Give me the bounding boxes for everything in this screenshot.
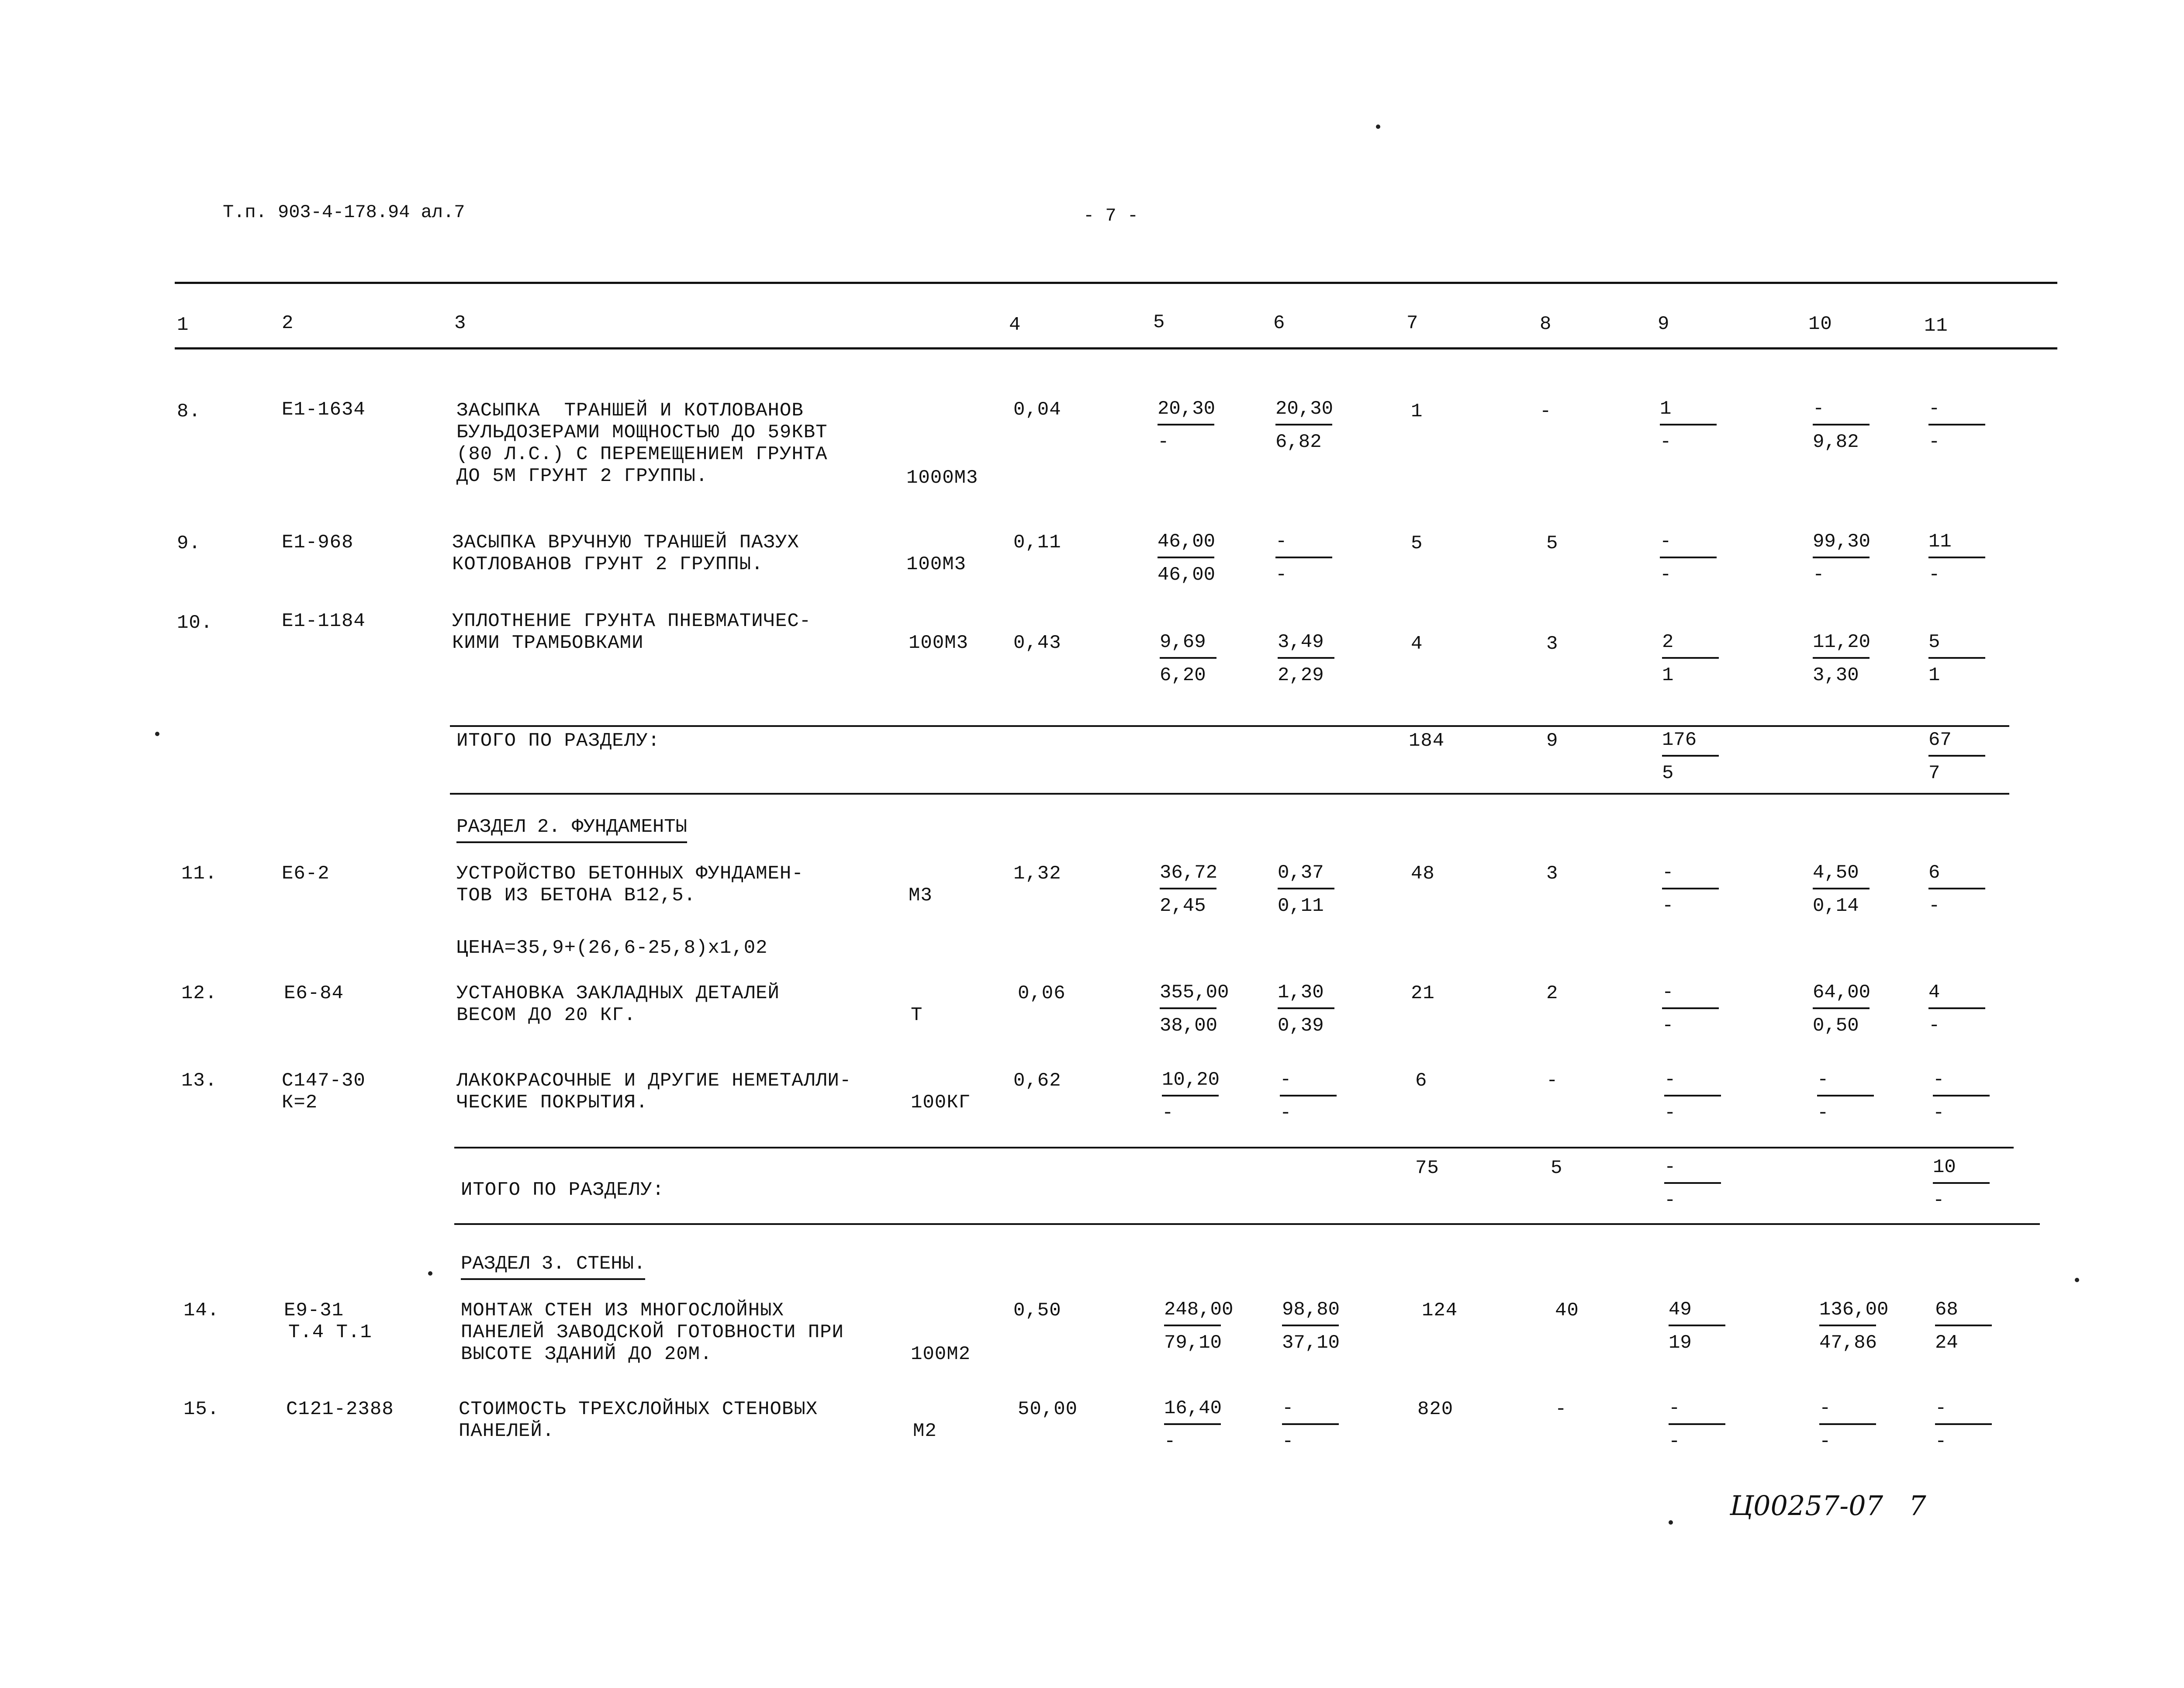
document-reference: Т.п. 903-4-178.94 ал.7 — [223, 202, 465, 223]
section-title: РАЗДЕЛ 2. ФУНДАМЕНТЫ — [456, 816, 687, 843]
total-top-rule — [454, 1147, 2014, 1148]
cell-fraction: 248,00 79,10 — [1164, 1299, 1234, 1354]
cell-value: - — [1540, 401, 1552, 422]
cell-fraction: - - — [1664, 1157, 1738, 1211]
cell-fraction: 11 - — [1928, 531, 2003, 585]
column-header: 7 — [1406, 312, 1419, 334]
row-desc-line: ЛАКОКРАСОЧНЫЕ И ДРУГИЕ НЕМЕТАЛЛИ- — [456, 1070, 852, 1092]
cell-fraction: - - — [1662, 862, 1736, 917]
cell-fraction: - - — [1928, 398, 2003, 453]
row-desc-line: ЗАСЫПКА ВРУЧНУЮ ТРАНШЕЙ ПАЗУХ — [452, 532, 799, 553]
row-desc-line: БУЛЬДОЗЕРАМИ МОЩНОСТЬЮ ДО 59КВТ — [456, 422, 828, 443]
archive-number-signature: Ц00257-07 7 — [1730, 1490, 1926, 1522]
cell-fraction: 5 1 — [1928, 632, 2003, 686]
row-desc-line: СТОИМОСТЬ ТРЕХСЛОЙНЫХ СТЕНОВЫХ — [459, 1398, 818, 1420]
cell-value: 48 — [1411, 863, 1435, 885]
row-desc-line: ПАНЕЛЕЙ. — [459, 1420, 555, 1442]
row-desc-line: ЗАСЫПКА ТРАНШЕЙ И КОТЛОВАНОВ — [456, 400, 804, 422]
total-label: ИТОГО ПО РАЗДЕЛУ: — [456, 730, 660, 752]
row-code: Е6-84 — [284, 982, 344, 1004]
cell-fraction: 4 - — [1928, 982, 2003, 1036]
cell-fraction: 36,72 2,45 — [1160, 862, 1218, 917]
cell-fraction: 176 5 — [1662, 730, 1736, 784]
total-bottom-rule — [454, 1223, 2040, 1225]
cell-value: 124 — [1422, 1300, 1458, 1321]
row-number: 9. — [177, 533, 201, 554]
row-desc-line: МОНТАЖ СТЕН ИЗ МНОГОСЛОЙНЫХ — [461, 1300, 784, 1321]
row-desc-line: ВЫСОТЕ ЗДАНИЙ ДО 20М. — [461, 1343, 712, 1365]
cell-fraction: 1,30 0,39 — [1278, 982, 1352, 1036]
cell-value: 6 — [1415, 1070, 1427, 1092]
cell-fraction: 11,20 3,30 — [1813, 631, 1871, 686]
cell-fraction: - 9,82 — [1813, 398, 1887, 453]
table-top-rule — [175, 282, 2057, 284]
row-code-extra: К=2 — [282, 1092, 318, 1114]
column-header: 3 — [454, 312, 467, 334]
row-number: 11. — [181, 863, 218, 885]
row-desc-line: ВЕСОМ ДО 20 КГ. — [456, 1004, 636, 1026]
column-header: 6 — [1273, 312, 1286, 334]
cell-fraction: - - — [1280, 1069, 1354, 1124]
scan-speck — [1376, 125, 1380, 129]
cell-fraction: - - — [1282, 1398, 1356, 1452]
row-desc-line: ДО 5М ГРУНТ 2 ГРУППЫ. — [456, 465, 708, 487]
column-header: 10 — [1808, 313, 1832, 335]
row-number: 8. — [177, 401, 201, 422]
section-title: РАЗДЕЛ 3. СТЕНЫ. — [461, 1253, 645, 1280]
cell-fraction: - - — [1935, 1398, 2009, 1452]
row-desc-line: (80 Л.С.) С ПЕРЕМЕЩЕНИЕМ ГРУНТА — [456, 443, 828, 465]
scan-speck — [428, 1271, 432, 1276]
row-desc-line: УПЛОТНЕНИЕ ГРУНТА ПНЕВМАТИЧЕС- — [452, 610, 812, 632]
cell-value: 1 — [1411, 401, 1423, 422]
row-unit: 100М3 — [909, 632, 969, 654]
cell-fraction: 16,40 - — [1164, 1397, 1222, 1453]
cell-value: 21 — [1411, 982, 1435, 1004]
total-top-rule — [450, 725, 2009, 727]
cell-value: - — [1546, 1070, 1559, 1092]
row-number: 15. — [183, 1398, 220, 1420]
scan-speck — [2075, 1278, 2079, 1282]
cell-fraction: - - — [1669, 1398, 1743, 1452]
cell-fraction: 49 19 — [1669, 1299, 1743, 1353]
row-desc-line: КОТЛОВАНОВ ГРУНТ 2 ГРУППЫ. — [452, 553, 764, 575]
table-header-rule — [175, 347, 2057, 349]
column-header: 11 — [1924, 315, 1948, 337]
cell-value: 5 — [1411, 533, 1423, 554]
row-code: Е1-1634 — [282, 399, 366, 421]
cell-fraction: - - — [1275, 531, 1350, 585]
row-code-extra: Т.4 Т.1 — [288, 1321, 372, 1343]
row-number: 10. — [177, 612, 213, 634]
cell-fraction: 6 - — [1928, 862, 2003, 917]
row-code: Е6-2 — [282, 863, 330, 885]
row-qty: 0,50 — [1013, 1300, 1061, 1321]
row-unit: 100М3 — [906, 553, 967, 575]
total-value: 9 — [1546, 730, 1559, 752]
cell-fraction: 10 - — [1933, 1157, 2007, 1211]
row-qty: 0,06 — [1018, 982, 1066, 1004]
row-number: 12. — [181, 982, 218, 1004]
cell-fraction: 0,37 0,11 — [1278, 862, 1352, 917]
total-value: 75 — [1415, 1157, 1439, 1179]
cell-fraction: 4,50 0,14 — [1813, 862, 1887, 917]
row-code: С147-30 — [282, 1070, 366, 1092]
cell-fraction: 99,30 - — [1813, 531, 1871, 586]
cell-fraction: 355,00 38,00 — [1160, 982, 1229, 1037]
total-label: ИТОГО ПО РАЗДЕЛУ: — [461, 1179, 664, 1201]
cell-value: 3 — [1546, 633, 1559, 655]
row-unit: М3 — [909, 885, 933, 906]
row-desc-line: ЧЕСКИЕ ПОКРЫТИЯ. — [456, 1092, 648, 1114]
column-header: 2 — [282, 312, 294, 334]
cell-fraction: - - — [1819, 1398, 1894, 1452]
cell-value: 2 — [1546, 982, 1559, 1004]
cell-fraction: 1 - — [1660, 398, 1734, 453]
row-desc-line: ТОВ ИЗ БЕТОНА В12,5. — [456, 885, 696, 906]
cell-fraction: - - — [1664, 1069, 1738, 1124]
column-header: 5 — [1153, 311, 1165, 333]
cell-fraction: 2 1 — [1662, 632, 1736, 686]
row-unit: 100КГ — [911, 1092, 971, 1114]
cell-fraction: 98,80 37,10 — [1282, 1299, 1340, 1354]
row-qty: 0,43 — [1013, 632, 1061, 654]
row-number: 13. — [181, 1070, 218, 1092]
cell-fraction: 20,30 6,82 — [1275, 398, 1334, 453]
row-qty: 1,32 — [1013, 863, 1061, 885]
cell-value: 40 — [1555, 1300, 1579, 1321]
cell-value: 5 — [1546, 533, 1559, 554]
cell-fraction: 68 24 — [1935, 1299, 2009, 1353]
price-note: ЦЕНА=35,9+(26,6-25,8)х1,02 — [456, 937, 768, 959]
row-qty: 0,11 — [1013, 532, 1061, 553]
row-qty: 50,00 — [1018, 1398, 1078, 1420]
cell-fraction: 136,00 47,86 — [1819, 1299, 1889, 1354]
cell-value: 820 — [1417, 1398, 1454, 1420]
column-header: 4 — [1009, 314, 1021, 336]
total-value: 5 — [1551, 1157, 1563, 1179]
row-desc-line: УСТАНОВКА ЗАКЛАДНЫХ ДЕТАЛЕЙ — [456, 982, 780, 1004]
cell-fraction: 9,69 6,20 — [1160, 632, 1234, 686]
total-value: 184 — [1409, 730, 1445, 752]
cell-fraction: 20,30 - — [1158, 398, 1216, 453]
row-unit: 100М2 — [911, 1343, 971, 1365]
cell-fraction: - - — [1660, 531, 1734, 585]
row-unit: Т — [911, 1004, 923, 1026]
cell-fraction: 46,00 46,00 — [1158, 531, 1216, 586]
row-code: Е1-968 — [282, 532, 354, 553]
scan-speck — [1669, 1520, 1673, 1525]
row-desc-line: ПАНЕЛЕЙ ЗАВОДСКОЙ ГОТОВНОСТИ ПРИ — [461, 1321, 844, 1343]
row-code: Е1-1184 — [282, 610, 366, 632]
cell-fraction: - - — [1933, 1069, 2007, 1124]
row-number: 14. — [183, 1300, 220, 1321]
cell-fraction: - - — [1662, 982, 1736, 1036]
row-desc-line: УСТРОЙСТВО БЕТОННЫХ ФУНДАМЕН- — [456, 863, 804, 885]
column-header: 9 — [1658, 313, 1670, 335]
row-code: С121-2388 — [286, 1398, 394, 1420]
column-header: 8 — [1540, 313, 1552, 335]
row-qty: 0,62 — [1013, 1070, 1061, 1092]
cell-value: - — [1555, 1398, 1567, 1420]
page-number: - 7 - — [1083, 205, 1139, 226]
cell-fraction: 3,49 2,29 — [1278, 632, 1352, 686]
scan-speck — [155, 732, 159, 736]
cell-fraction: 10,20 - — [1162, 1069, 1220, 1124]
total-bottom-rule — [450, 793, 2009, 795]
row-qty: 0,04 — [1013, 399, 1061, 421]
cell-fraction: - - — [1817, 1069, 1891, 1124]
cell-value: 4 — [1411, 633, 1423, 655]
row-unit: 1000М3 — [906, 467, 978, 489]
row-unit: М2 — [913, 1420, 937, 1442]
column-header: 1 — [177, 314, 189, 336]
row-code: Е9-31 — [284, 1300, 344, 1321]
row-desc-line: КИМИ ТРАМБОВКАМИ — [452, 632, 644, 654]
cell-fraction: 64,00 0,50 — [1813, 982, 1871, 1037]
cell-value: 3 — [1546, 863, 1559, 885]
cell-fraction: 67 7 — [1928, 730, 2003, 784]
